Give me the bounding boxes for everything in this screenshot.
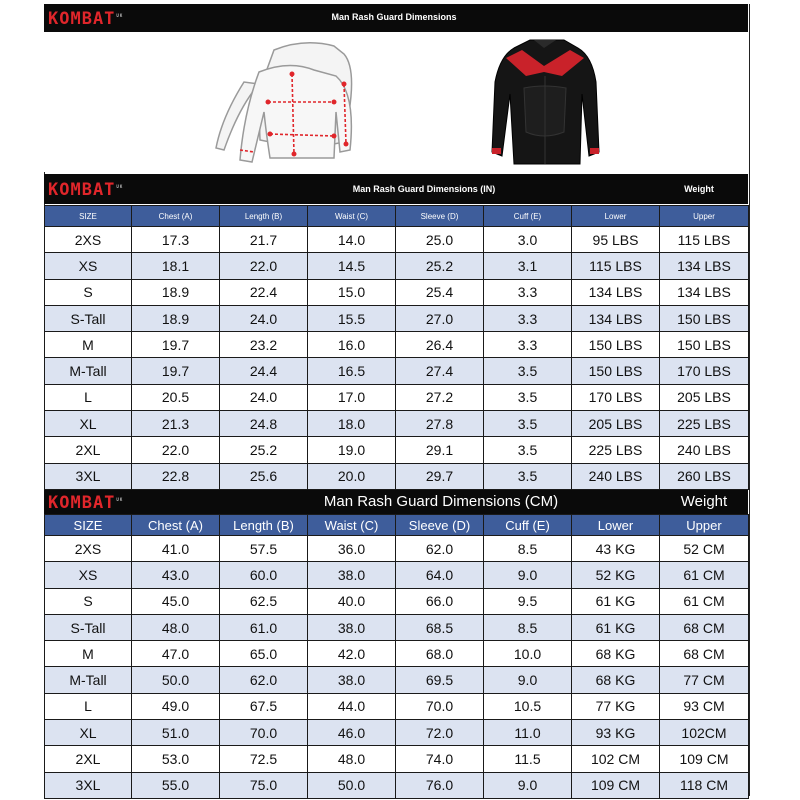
column-header: SIZE (45, 206, 132, 227)
table-row (45, 693, 749, 719)
table-cell: 93 KG (572, 720, 660, 746)
brand-logo-sub: UK (116, 13, 124, 19)
column-header: Cuff (E) (484, 206, 572, 227)
inches-title-bar (44, 174, 748, 204)
table-cell: 225 LBS (660, 411, 749, 437)
table-row (45, 305, 749, 331)
table-row (45, 536, 749, 562)
table-cell: 64.0 (396, 562, 484, 588)
size-cell: L (45, 693, 132, 719)
table-cell: 23.2 (220, 332, 308, 358)
table-cell: 102 CM (572, 746, 660, 772)
table-cell: 47.0 (132, 641, 220, 667)
table-cell: 36.0 (308, 536, 396, 562)
table-cell: 150 LBS (660, 305, 749, 331)
table-cell: 52 CM (660, 536, 749, 562)
table-cell: 8.5 (484, 536, 572, 562)
table-cell: 93 CM (660, 693, 749, 719)
column-header: Length (B) (220, 206, 308, 227)
table-cell: 150 LBS (572, 358, 660, 384)
column-header: Upper (660, 515, 749, 536)
table-cell: 25.6 (220, 463, 308, 489)
table-cell: 52 KG (572, 562, 660, 588)
table-cell: 18.9 (132, 279, 220, 305)
table-row (45, 772, 749, 798)
table-cell: 134 LBS (572, 305, 660, 331)
brand-logo-text: KOMBAT (48, 9, 116, 29)
product-shirt-icon (492, 40, 599, 164)
column-header: SIZE (45, 515, 132, 536)
table-cell: 15.5 (308, 305, 396, 331)
table-cell: 18.9 (132, 305, 220, 331)
size-cell: M (45, 332, 132, 358)
table-cell: 19.7 (132, 358, 220, 384)
table-cell: 109 CM (572, 772, 660, 798)
table-cell: 68.0 (396, 641, 484, 667)
table-row (45, 253, 749, 279)
table-row (45, 667, 749, 693)
table-cell: 61.0 (220, 614, 308, 640)
table-cell: 20.5 (132, 384, 220, 410)
table-cell: 150 LBS (572, 332, 660, 358)
table-cell: 18.1 (132, 253, 220, 279)
table-cell: 68 KG (572, 667, 660, 693)
table-cell: 11.5 (484, 746, 572, 772)
table-cell: 3.5 (484, 437, 572, 463)
table-cell: 115 LBS (572, 253, 660, 279)
brand-logo-text: KOMBAT (48, 180, 116, 200)
table-row (45, 463, 749, 489)
table-cell: 72.5 (220, 746, 308, 772)
table-cell: 11.0 (484, 720, 572, 746)
column-header: Chest (A) (132, 206, 220, 227)
table-cell: 43 KG (572, 536, 660, 562)
table-cell: 57.5 (220, 536, 308, 562)
size-cell: 2XS (45, 536, 132, 562)
table-row (45, 614, 749, 640)
table-cell: 102CM (660, 720, 749, 746)
table-cell: 19.7 (132, 332, 220, 358)
table-row (45, 437, 749, 463)
table-cell: 21.3 (132, 411, 220, 437)
table-cell: 68 CM (660, 614, 749, 640)
table-cell: 29.1 (396, 437, 484, 463)
table-cell: 240 LBS (660, 437, 749, 463)
table-cell: 61 KG (572, 614, 660, 640)
table-cell: 27.2 (396, 384, 484, 410)
size-cell: XL (45, 720, 132, 746)
table-cell: 19.0 (308, 437, 396, 463)
table-cell: 60.0 (220, 562, 308, 588)
brand-logo-sub: UK (116, 497, 124, 503)
table-cell: 118 CM (660, 772, 749, 798)
table-cell: 9.0 (484, 562, 572, 588)
table-cell: 61 KG (572, 588, 660, 614)
table-cell: 205 LBS (660, 384, 749, 410)
cm-table-title: Man Rash Guard Dimensions (CM) (323, 493, 559, 510)
table-cell: 9.5 (484, 588, 572, 614)
table-cell: 43.0 (132, 562, 220, 588)
table-cell: 38.0 (308, 667, 396, 693)
size-cell: XS (45, 562, 132, 588)
table-cell: 205 LBS (572, 411, 660, 437)
brand-logo (48, 9, 123, 29)
table-cell: 20.0 (308, 463, 396, 489)
table-cell: 134 LBS (660, 253, 749, 279)
table-cell: 225 LBS (572, 437, 660, 463)
cm-size-table (44, 514, 749, 799)
size-cell: M-Tall (45, 667, 132, 693)
table-cell: 8.5 (484, 614, 572, 640)
table-cell: 48.0 (132, 614, 220, 640)
table-row (45, 720, 749, 746)
cm-title-bar (44, 490, 748, 514)
product-images (44, 32, 748, 172)
table-cell: 69.5 (396, 667, 484, 693)
rash-guard-diagram-illustration (44, 32, 748, 172)
table-header-row (45, 206, 749, 227)
table-cell: 67.5 (220, 693, 308, 719)
table-cell: 3.3 (484, 279, 572, 305)
table-cell: 10.5 (484, 693, 572, 719)
size-cell: S (45, 279, 132, 305)
table-cell: 77 CM (660, 667, 749, 693)
table-header-row (45, 515, 749, 536)
size-cell: XL (45, 411, 132, 437)
table-cell: 109 CM (660, 746, 749, 772)
top-title-bar (44, 4, 748, 32)
table-cell: 62.5 (220, 588, 308, 614)
table-cell: 22.0 (132, 437, 220, 463)
table-cell: 29.7 (396, 463, 484, 489)
table-cell: 260 LBS (660, 463, 749, 489)
size-cell: S-Tall (45, 305, 132, 331)
table-cell: 70.0 (220, 720, 308, 746)
table-cell: 24.0 (220, 305, 308, 331)
table-cell: 51.0 (132, 720, 220, 746)
table-cell: 17.3 (132, 227, 220, 253)
table-cell: 25.2 (220, 437, 308, 463)
size-cell: S-Tall (45, 614, 132, 640)
table-cell: 170 LBS (660, 358, 749, 384)
table-cell: 68 CM (660, 641, 749, 667)
table-cell: 22.4 (220, 279, 308, 305)
size-cell: 3XL (45, 463, 132, 489)
table-cell: 40.0 (308, 588, 396, 614)
size-cell: M-Tall (45, 358, 132, 384)
table-cell: 26.4 (396, 332, 484, 358)
table-cell: 49.0 (132, 693, 220, 719)
table-cell: 115 LBS (660, 227, 749, 253)
column-header: Waist (C) (308, 206, 396, 227)
table-cell: 27.0 (396, 305, 484, 331)
table-cell: 22.0 (220, 253, 308, 279)
page-title: Man Rash Guard Dimensions (331, 12, 457, 22)
table-cell: 3.0 (484, 227, 572, 253)
table-cell: 22.8 (132, 463, 220, 489)
table-cell: 3.1 (484, 253, 572, 279)
table-row (45, 279, 749, 305)
brand-logo (48, 493, 123, 513)
table-cell: 3.5 (484, 384, 572, 410)
table-cell: 53.0 (132, 746, 220, 772)
column-header: Waist (C) (308, 515, 396, 536)
table-row (45, 411, 749, 437)
table-cell: 10.0 (484, 641, 572, 667)
table-row (45, 562, 749, 588)
table-cell: 3.5 (484, 463, 572, 489)
table-cell: 25.0 (396, 227, 484, 253)
table-cell: 9.0 (484, 667, 572, 693)
measurement-diagram-icon-front (240, 65, 351, 162)
table-cell: 15.0 (308, 279, 396, 305)
column-header: Cuff (E) (484, 515, 572, 536)
size-cell: M (45, 641, 132, 667)
size-cell: 2XL (45, 437, 132, 463)
inches-table-title: Man Rash Guard Dimensions (IN) (352, 184, 496, 194)
table-cell: 3.5 (484, 358, 572, 384)
table-cell: 27.8 (396, 411, 484, 437)
table-cell: 61 CM (660, 562, 749, 588)
column-header: Lower (572, 206, 660, 227)
table-row (45, 358, 749, 384)
table-cell: 16.5 (308, 358, 396, 384)
table-cell: 25.2 (396, 253, 484, 279)
table-cell: 62.0 (220, 667, 308, 693)
table-cell: 55.0 (132, 772, 220, 798)
cm-weight-title: Weight (680, 493, 728, 510)
table-cell: 3.3 (484, 305, 572, 331)
table-cell: 48.0 (308, 746, 396, 772)
size-cell: 2XL (45, 746, 132, 772)
table-row (45, 384, 749, 410)
column-header: Sleeve (D) (396, 206, 484, 227)
table-cell: 70.0 (396, 693, 484, 719)
size-cell: 3XL (45, 772, 132, 798)
inches-weight-title: Weight (684, 184, 714, 194)
table-cell: 150 LBS (660, 332, 749, 358)
table-cell: 46.0 (308, 720, 396, 746)
table-cell: 72.0 (396, 720, 484, 746)
table-cell: 75.0 (220, 772, 308, 798)
table-cell: 3.3 (484, 332, 572, 358)
table-cell: 65.0 (220, 641, 308, 667)
brand-logo (48, 180, 123, 200)
table-cell: 24.8 (220, 411, 308, 437)
table-cell: 134 LBS (572, 279, 660, 305)
table-cell: 50.0 (308, 772, 396, 798)
table-cell: 25.4 (396, 279, 484, 305)
table-cell: 95 LBS (572, 227, 660, 253)
table-cell: 18.0 (308, 411, 396, 437)
size-cell: S (45, 588, 132, 614)
table-cell: 27.4 (396, 358, 484, 384)
size-cell: 2XS (45, 227, 132, 253)
table-row (45, 588, 749, 614)
table-cell: 240 LBS (572, 463, 660, 489)
table-row (45, 332, 749, 358)
table-cell: 3.5 (484, 411, 572, 437)
table-cell: 41.0 (132, 536, 220, 562)
table-cell: 62.0 (396, 536, 484, 562)
column-header: Sleeve (D) (396, 515, 484, 536)
table-cell: 16.0 (308, 332, 396, 358)
table-cell: 44.0 (308, 693, 396, 719)
table-row (45, 641, 749, 667)
table-cell: 170 LBS (572, 384, 660, 410)
table-cell: 76.0 (396, 772, 484, 798)
table-cell: 38.0 (308, 562, 396, 588)
table-row (45, 227, 749, 253)
table-cell: 61 CM (660, 588, 749, 614)
table-cell: 17.0 (308, 384, 396, 410)
table-cell: 68 KG (572, 641, 660, 667)
inches-size-table (44, 205, 749, 490)
brand-logo-text: KOMBAT (48, 493, 116, 513)
table-cell: 24.4 (220, 358, 308, 384)
table-cell: 134 LBS (660, 279, 749, 305)
table-cell: 50.0 (132, 667, 220, 693)
table-cell: 9.0 (484, 772, 572, 798)
brand-logo-sub: UK (116, 184, 124, 190)
table-cell: 24.0 (220, 384, 308, 410)
table-cell: 14.5 (308, 253, 396, 279)
table-cell: 42.0 (308, 641, 396, 667)
table-cell: 21.7 (220, 227, 308, 253)
column-header: Chest (A) (132, 515, 220, 536)
table-cell: 45.0 (132, 588, 220, 614)
table-cell: 14.0 (308, 227, 396, 253)
table-cell: 68.5 (396, 614, 484, 640)
table-cell: 66.0 (396, 588, 484, 614)
table-cell: 74.0 (396, 746, 484, 772)
size-cell: L (45, 384, 132, 410)
column-header: Upper (660, 206, 749, 227)
size-cell: XS (45, 253, 132, 279)
column-header: Length (B) (220, 515, 308, 536)
table-cell: 38.0 (308, 614, 396, 640)
column-header: Lower (572, 515, 660, 536)
table-row (45, 746, 749, 772)
table-cell: 77 KG (572, 693, 660, 719)
